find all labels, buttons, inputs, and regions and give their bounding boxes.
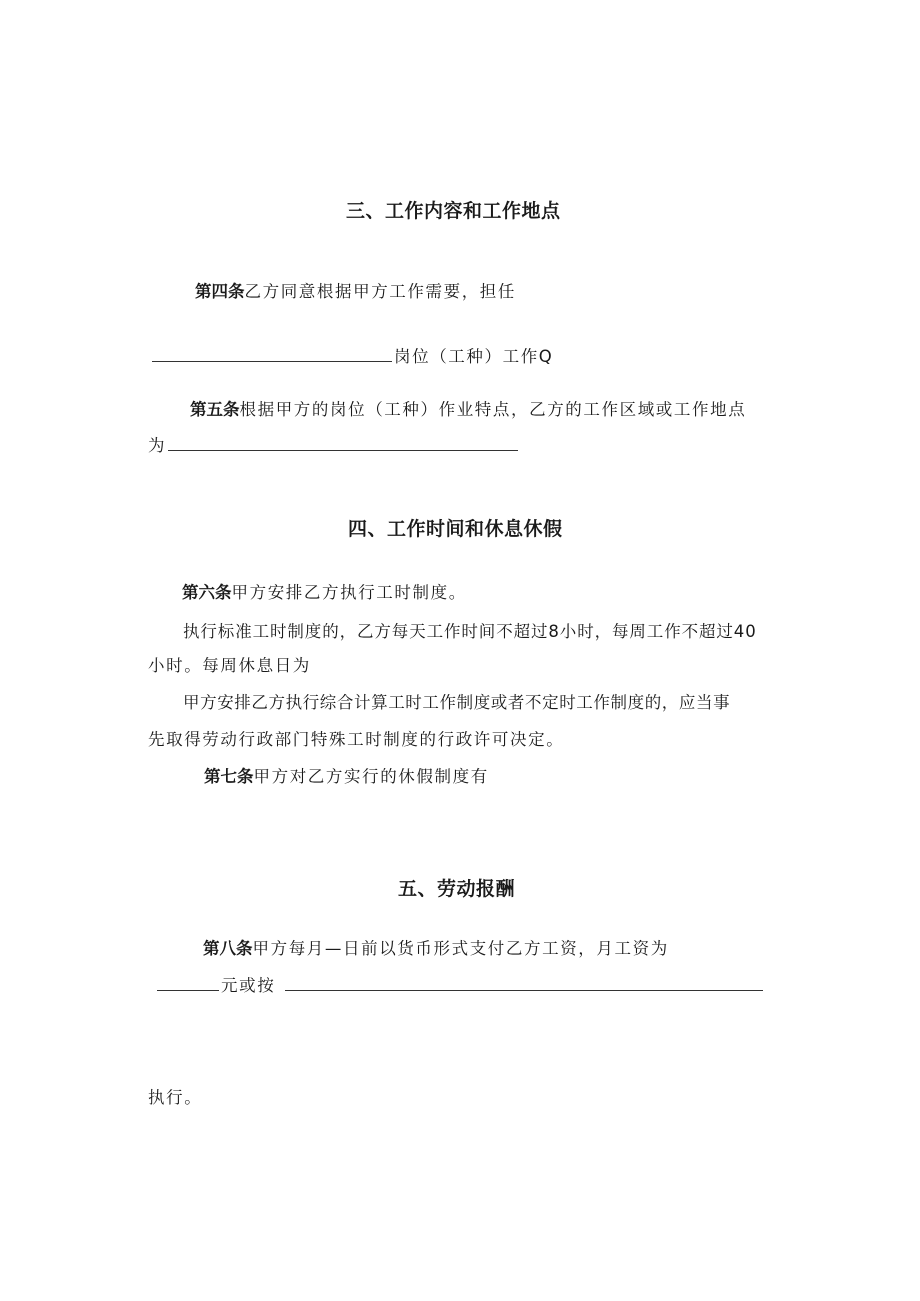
article-7 [204, 763, 489, 787]
article-8-text: 甲方每月—日前以货币形式支付乙方工资，月工资为 [252, 939, 669, 958]
wage-basis-blank [285, 989, 763, 991]
job-position-text: 岗位（工种）工作Q [394, 347, 554, 366]
special-hours-line-2: 先取得劳动行政部门特殊工时制度的行政许可决定。 [148, 730, 565, 749]
article-4-label: 第四条 [195, 282, 245, 301]
work-location-prefix: 为 [148, 436, 167, 455]
article-7-text: 甲方对乙方实行的休假制度有 [253, 767, 489, 786]
work-location-blank [168, 449, 518, 451]
standard-hours-line-2: 小时。每周休息日为 [148, 656, 311, 675]
wage-line-text: 元或按 [221, 976, 276, 995]
article-6-text: 甲方安排乙方执行工时制度。 [231, 583, 467, 602]
article-6 [182, 579, 467, 603]
article-8 [203, 935, 669, 959]
closing-text: 执行。 [148, 1088, 203, 1107]
section-4-heading: 四、工作时间和休息休假 [348, 518, 563, 540]
article-5-label: 第五条 [190, 400, 240, 419]
article-4 [195, 278, 516, 302]
article-6-label: 第六条 [182, 583, 232, 602]
article-4-text: 乙方同意根据甲方工作需要，担任 [244, 282, 516, 301]
job-position-blank [152, 360, 392, 362]
job-position-line [150, 343, 553, 367]
section-3-heading: 三、工作内容和工作地点 [346, 200, 561, 222]
special-hours-line-1: 甲方安排乙方执行综合计算工时工作制度或者不定时工作制度的，应当事 [183, 693, 731, 712]
work-location-line [148, 432, 520, 456]
wage-amount-blank [157, 989, 219, 991]
section-5-heading: 五、劳动报酬 [398, 878, 516, 900]
article-7-label: 第七条 [204, 767, 254, 786]
wage-line [155, 972, 765, 996]
article-5-text: 根据甲方的岗位（工种）作业特点，乙方的工作区域或工作地点 [239, 400, 747, 419]
article-5 [190, 396, 746, 420]
standard-hours-line-1: 执行标准工时制度的，乙方每天工作时间不超过8小时，每周工作不超过40 [183, 622, 757, 641]
article-8-label: 第八条 [203, 939, 253, 958]
